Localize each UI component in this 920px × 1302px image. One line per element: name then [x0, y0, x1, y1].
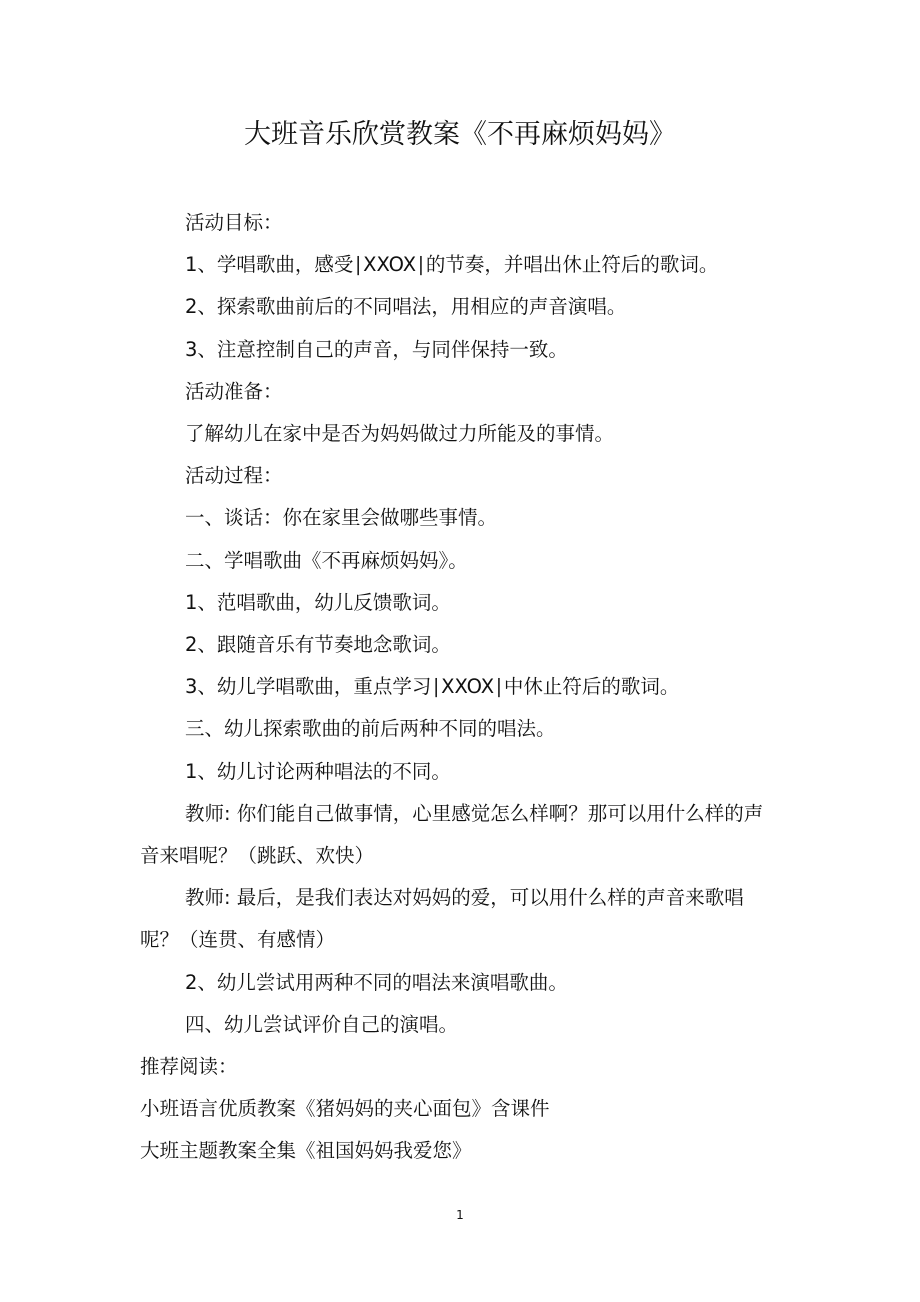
- recommended-link[interactable]: 大班主题教案全集《祖国妈妈我爱您》: [140, 1139, 472, 1163]
- paragraph: 2、跟随音乐有节奏地念歌词。: [185, 633, 451, 657]
- paragraph: 活动目标：: [185, 211, 283, 234]
- paragraph: 2、探索歌曲前后的不同唱法，用相应的声音演唱。: [185, 295, 627, 319]
- paragraph: 教师: 最后，是我们表达对妈妈的爱，可以用什么样的声音来歌唱呢？（连贯、有感情）: [140, 886, 744, 952]
- paragraph: 活动准备：: [185, 379, 283, 403]
- paragraph: 1、范唱歌曲，幼儿反馈歌词。: [185, 590, 451, 614]
- paragraph: 一、谈话：你在家里会做哪些事情。: [185, 506, 498, 530]
- paragraph: 三、幼儿探索歌曲的前后两种不同的唱法。: [185, 717, 556, 741]
- paragraph: 活动过程：: [185, 464, 283, 488]
- paragraph: 二、学唱歌曲《不再麻烦妈妈》。: [185, 548, 468, 572]
- paragraph: 1、学唱歌曲，感受∣XXOX∣的节奏，并唱出休止符后的歌词。: [185, 253, 719, 277]
- page-number: 1: [456, 1208, 464, 1222]
- recommended-heading: 推荐阅读：: [140, 1055, 238, 1079]
- paragraph: 2、幼儿尝试用两种不同的唱法来演唱歌曲。: [185, 970, 568, 994]
- paragraph: 四、幼儿尝试评价自己的演唱。: [185, 1012, 459, 1036]
- paragraph: 3、注意控制自己的声音，与同伴保持一致。: [185, 337, 568, 361]
- paragraph: 3、幼儿学唱歌曲，重点学习∣XXOX∣中休止符后的歌词。: [185, 675, 680, 699]
- paragraph: 教师: 你们能自己做事情，心里感觉怎么样啊？那可以用什么样的声音来唱呢？（跳跃、欢快）: [140, 801, 764, 868]
- document-body: [140, 202, 782, 1173]
- document-title: 大班音乐欣赏教案《不再麻烦妈妈》: [244, 119, 676, 150]
- recommended-link[interactable]: 小班语言优质教案《猪妈妈的夹心面包》含课件: [140, 1097, 550, 1121]
- paragraph: 1、幼儿讨论两种唱法的不同。: [185, 759, 451, 783]
- paragraph: 了解幼儿在家中是否为妈妈做过力所能及的事情。: [185, 422, 615, 446]
